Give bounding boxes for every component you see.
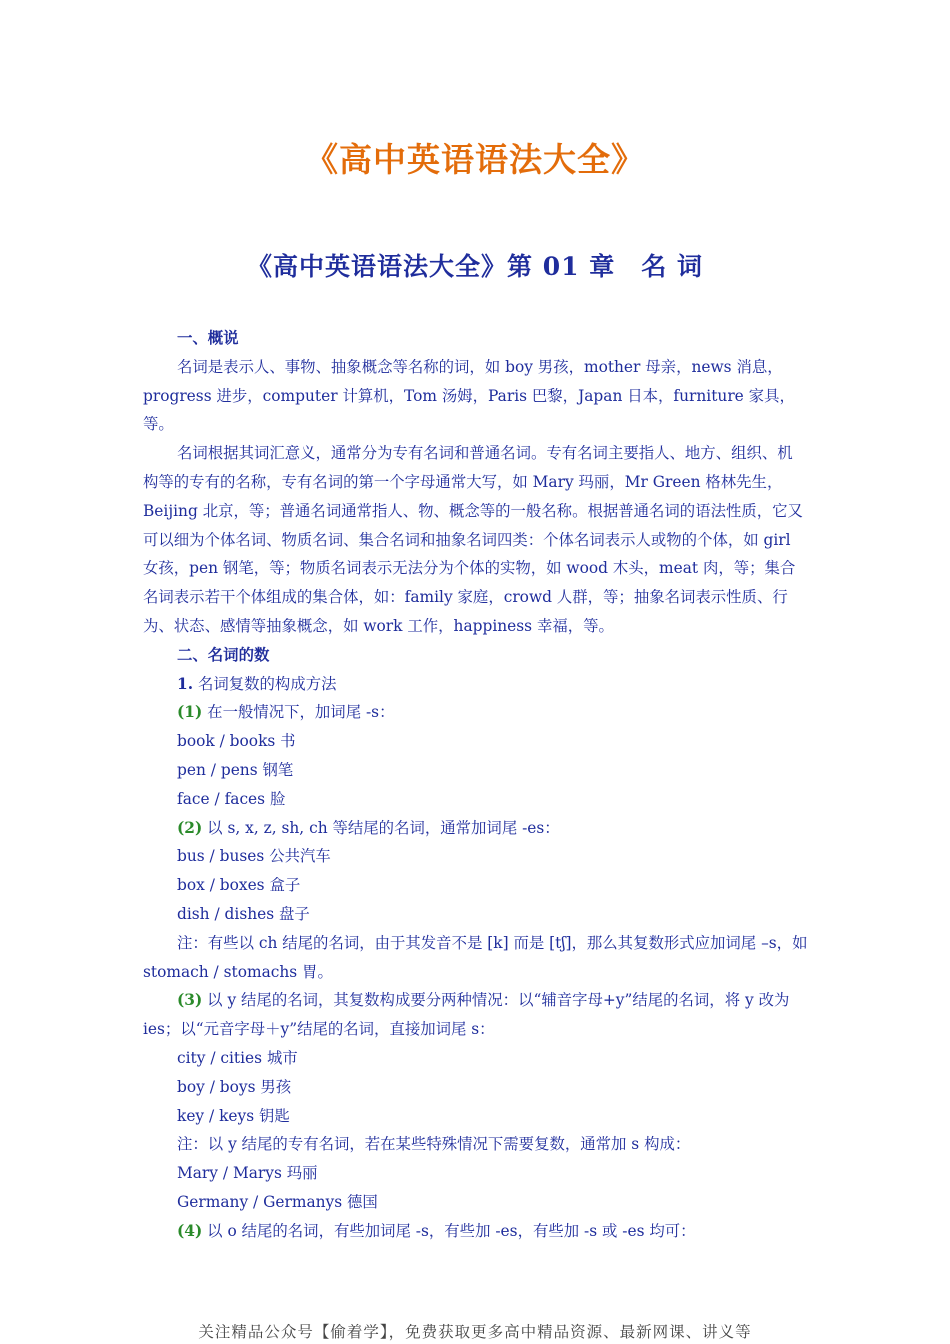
main-title: 《高中英语语法大全》 bbox=[305, 140, 645, 179]
section-heading-number: 二、名词的数 bbox=[177, 645, 270, 664]
rule-2 bbox=[143, 814, 808, 843]
rule-number: (4) bbox=[177, 1221, 203, 1240]
rule-text: 以 y 结尾的名词，其复数构成要分两种情况：以“辅音字母+y”结尾的名词，将 y 改为 ies；以“元音字母＋y”结尾的名词，直接加词尾 s： bbox=[143, 991, 790, 1039]
rule-number: (1) bbox=[177, 703, 203, 722]
note-paragraph: 注：以 y 结尾的专有名词，若在某些特殊情况下需要复数，通常加 s 构成： bbox=[177, 1135, 691, 1154]
document-body bbox=[143, 324, 808, 1246]
example-item: pen / pens 钢笔 bbox=[177, 760, 294, 779]
paragraph-overview-1: 名词是表示人、事物、抽象概念等名称的词，如 boy 男孩，mother 母亲，news 消息，progress 进步，computer 计算机，Tom 汤姆，Paris 巴黎，Japan 日本，furniture 家具，等。 bbox=[143, 357, 795, 434]
rule-4 bbox=[143, 1217, 808, 1246]
example-item: dish / dishes 盘子 bbox=[177, 904, 310, 923]
example-item: Germany / Germanys 德国 bbox=[177, 1192, 378, 1211]
example-item: book / books 书 bbox=[177, 732, 296, 751]
subsection-plural-formation bbox=[143, 670, 808, 699]
example-item: face / faces 脸 bbox=[177, 789, 286, 808]
subsection-number: 1. bbox=[177, 674, 194, 693]
subsection-text: 名词复数的构成方法 bbox=[193, 674, 337, 693]
rule-number: (3) bbox=[177, 991, 203, 1010]
example-item: boy / boys 男孩 bbox=[177, 1077, 292, 1096]
example-item: key / keys 钥匙 bbox=[177, 1106, 290, 1125]
example-item: box / boxes 盒子 bbox=[177, 876, 301, 895]
example-item: city / cities 城市 bbox=[177, 1048, 298, 1067]
paragraph-overview-2: 名词根据其词汇意义，通常分为专有名词和普通名词。专有名词主要指人、地方、组织、机构等的专有的名称，专有名词的第一个字母通常大写，如 Mary 玛丽，Mr Green 格林先生，Beijing 北京，等；普通名词通常指人、物、概念等的一般名称。根据普通名词的语法性质，它又可以细为个体名词、物质名词、集合名词和抽象名词四类：个体名词表示人或物的个体，如 girl 女孩，pen 钢笔，等；物质名词表示无法分为个体的实物，如 wood 木头，meat 肉，等；集合名词表示若干个体组成的集合体，如：family 家庭，crowd 人群，等；抽象名词表示性质、行为、状态、感情等抽象概念，如 work 工作，happiness 幸福，等。 bbox=[143, 444, 803, 635]
rule-number: (2) bbox=[177, 818, 203, 837]
example-item: Mary / Marys 玛丽 bbox=[177, 1164, 318, 1183]
chapter-title: 《高中英语语法大全》第 01 章 名 词 bbox=[247, 252, 703, 281]
footer-promo: 关注精品公众号【偷着学】，免费获取更多高中精品资源、最新网课、讲义等 bbox=[198, 1323, 752, 1341]
section-heading-overview: 一、概说 bbox=[177, 329, 239, 347]
rule-text: 以 s, x, z, sh, ch 等结尾的名词，通常加词尾 -es： bbox=[202, 818, 560, 837]
note-paragraph: 注：有些以 ch 结尾的名词，由于其发音不是 [k] 而是 [tʃ]，那么其复数形式应加词尾 –s，如 stomach / stomachs 胃。 bbox=[143, 933, 808, 981]
example-item: bus / buses 公共汽车 bbox=[177, 847, 331, 866]
rule-text: 在一般情况下，加词尾 -s： bbox=[202, 703, 395, 722]
rule-3 bbox=[143, 986, 808, 1044]
rule-1 bbox=[143, 698, 808, 727]
rule-text: 以 o 结尾的名词，有些加词尾 -s，有些加 -es，有些加 -s 或 -es 均可： bbox=[202, 1221, 696, 1240]
